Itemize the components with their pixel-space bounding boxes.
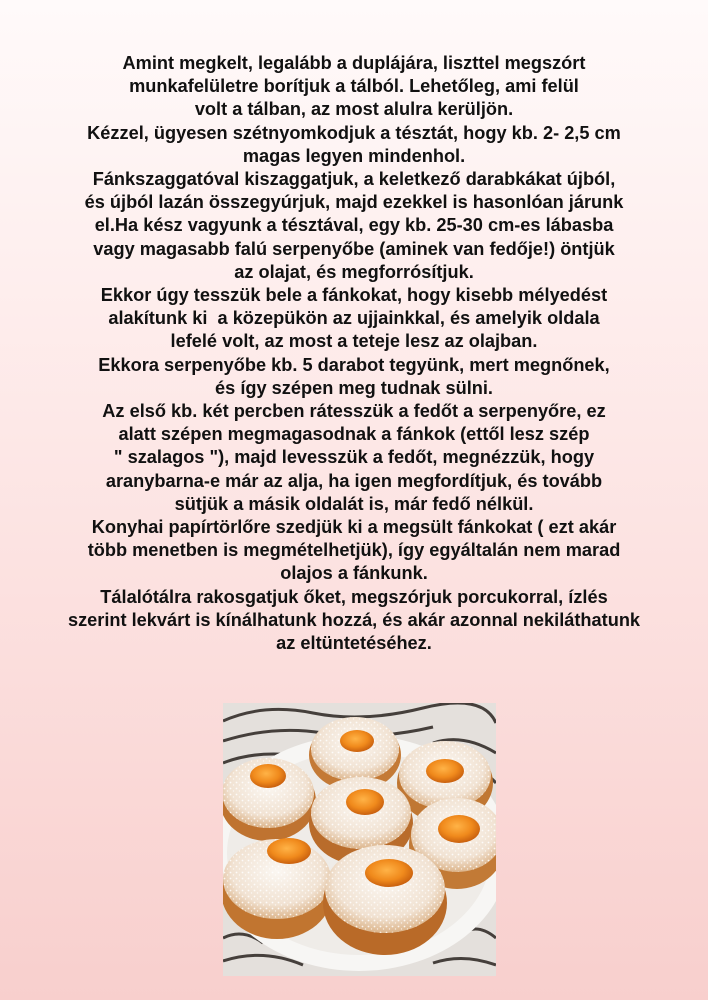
recipe-line: Kézzel, ügyesen szétnyomkodjuk a tésztát, hogy kb. 2- 2,5 cm	[87, 122, 621, 143]
jam	[426, 759, 464, 783]
recipe-line: Tálalótálra rakosgatjuk őket, megszórjuk porcukorral, ízlés	[100, 586, 608, 607]
jam	[346, 789, 384, 815]
recipe-line: az olajat, és megforrósítjuk.	[234, 261, 474, 282]
recipe-line: Amint megkelt, legalább a duplájára, liszttel megszórt	[122, 53, 586, 73]
recipe-line: Ekkor úgy tesszük bele a fánkokat, hogy kisebb mélyedést	[100, 285, 608, 306]
recipe-line: Fánkszaggatóval kiszaggatjuk, a keletkező darabkákat újból,	[92, 169, 616, 190]
jam	[365, 859, 413, 887]
donut	[323, 845, 447, 955]
recipe-line: alakítunk ki a közepükön az ujjainkkal, és amelyik oldala	[108, 308, 600, 329]
recipe-line: Az első kb. két percben rátesszük a fedőt a serpenyőre, ez	[102, 401, 606, 422]
recipe-line: munkafelületre borítjuk a tálból. Lehetőleg, ami felül	[129, 76, 579, 97]
jam	[340, 730, 374, 752]
recipe-line: alatt szépen megmagasodnak a fánkok (ettől lesz szép	[118, 424, 590, 445]
donut-illustration	[223, 703, 496, 976]
jam	[250, 764, 286, 788]
recipe-line: " szalagos "), majd levesszük a fedőt, megnézzük, hogy	[113, 447, 595, 468]
recipe-line: Konyhai papírtörlőre szedjük ki a megsült fánkokat ( ezt akár	[91, 517, 617, 538]
recipe-line: aranybarna-e már az alja, ha igen megfordítjuk, és tovább	[105, 470, 603, 491]
recipe-line: magas legyen mindenhol.	[242, 145, 466, 166]
recipe-line: sütjük a másik oldalát is, már fedő nélkül.	[174, 493, 534, 514]
recipe-line: vagy magasabb falú serpenyőbe (aminek van fedője!) öntjük	[93, 238, 615, 259]
jam	[267, 838, 311, 864]
recipe-line: szerint lekvárt is kínálhatunk hozzá, és akár azonnal nekiláthatunk	[67, 609, 641, 630]
donut	[223, 838, 333, 939]
recipe-line: több menetben is megmételhetjük), így egyáltalán nem marad	[87, 540, 621, 561]
recipe-line: volt a tálban, az most alulra kerüljön.	[194, 99, 514, 120]
recipe-line: Ekkora serpenyőbe kb. 5 darabot tegyünk, mert megnőnek,	[98, 354, 610, 375]
donut-photo	[223, 703, 496, 976]
recipe-line: és így szépen meg tudnak sülni.	[215, 377, 493, 398]
recipe-line: és újból lazán összegyúrjuk, majd ezekkel is hasonlóan járunk	[84, 192, 624, 213]
recipe-line: lefelé volt, az most a teteje lesz az olajban.	[170, 331, 538, 352]
recipe-line: az eltüntetéséhez.	[276, 633, 432, 654]
recipe-line: el.Ha kész vagyunk a tésztával, egy kb. 25-30 cm-es lábasba	[94, 215, 614, 236]
jam	[438, 815, 480, 843]
donut	[223, 758, 316, 841]
recipe-line: olajos a fánkunk.	[280, 563, 428, 584]
recipe-text	[14, 52, 694, 655]
